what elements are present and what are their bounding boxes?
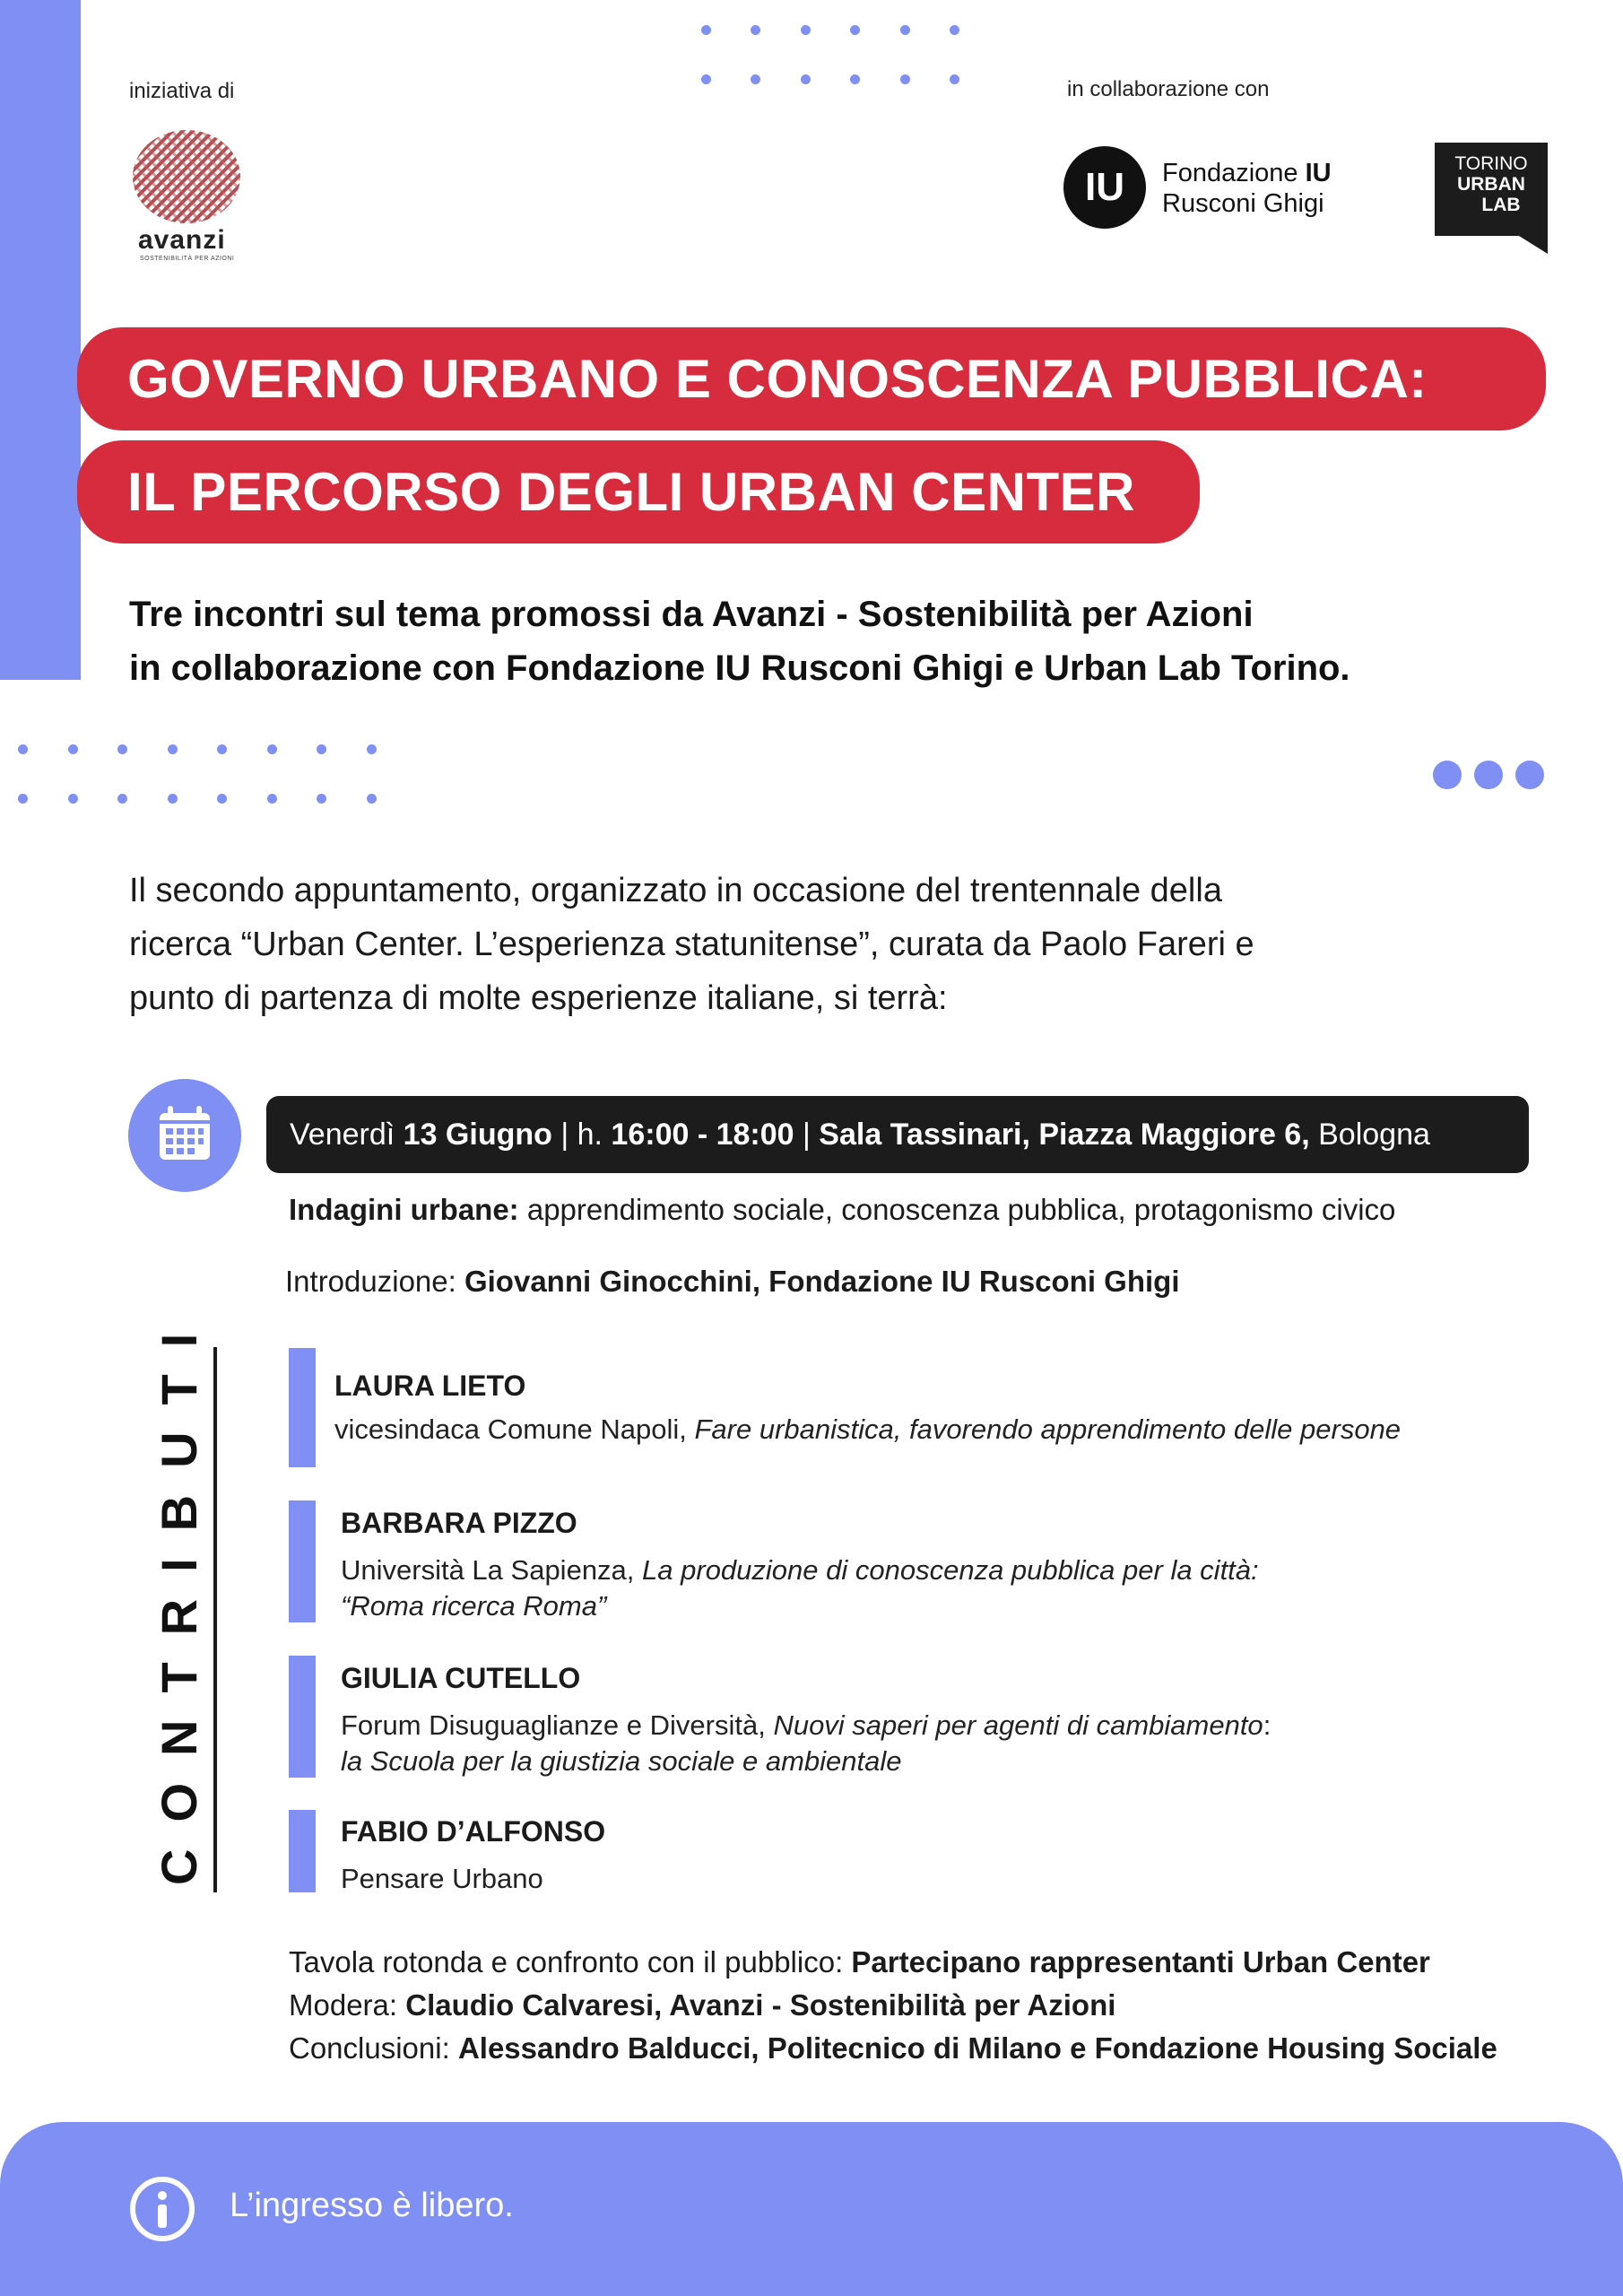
event-sep1: | h. [551,1117,612,1152]
contributions-divider [213,1347,217,1892]
iu-logo-mark-text: IU [1085,165,1124,209]
tul-line1: TORINO [1454,153,1528,174]
speaker-talk-title: Nuovi saperi per agenti di cambiamento [773,1709,1263,1741]
speaker-accent-3 [289,1656,316,1778]
iu-logo-line2: Rusconi Ghigi [1162,189,1324,218]
iu-logo [1063,146,1350,230]
calendar-icon [128,1079,241,1192]
event-city: Bologna [1309,1117,1430,1152]
round-table-label: Tavola rotonda e confronto con il pubblico: [289,1945,852,1979]
closing-block [289,1941,1497,2070]
speaker-accent-2 [289,1500,316,1622]
speaker-desc [341,1552,1259,1588]
tul-line2: URBAN [1457,174,1525,195]
speaker-desc [334,1412,1401,1448]
round-table-value: Partecipano rappresentanti Urban Center [851,1945,1430,1979]
avanzi-logo-tagline: SOSTENIBILITÀ PER AZIONI [140,256,235,262]
moderator-line [289,1984,1497,2027]
speaker-affiliation: Università La Sapienza, [341,1554,643,1586]
speaker-talk-title: La produzione di conoscenza pubblica per la città: [642,1554,1259,1586]
conclusions-label: Conclusioni: [289,2031,458,2065]
conclusions-line [289,2027,1497,2070]
speaker-affiliation: vicesindaca Comune Napoli, [334,1413,695,1445]
avanzi-logo-name: avanzi [138,225,226,255]
topic-label: Indagini urbane: [289,1193,519,1226]
intro-paragraph [129,864,1254,1025]
title-line2 [77,440,1200,544]
moderator-label: Modera: [289,1988,406,2022]
title-line1-text: GOVERNO URBANO E CONOSCENZA PUBBLICA: [127,349,1428,409]
moderator-value: Claudio Calvaresi, Avanzi - Sostenibilità per Azioni [405,1988,1116,2022]
event-time: 16:00 - 18:00 [611,1117,794,1152]
topic-line [289,1193,1395,1227]
introduction-label: Introduzione: [285,1265,464,1298]
conclusions-value: Alessandro Balducci, Politecnico di Milano e Fondazione Housing Sociale [457,2031,1497,2065]
speaker-2 [341,1507,1259,1624]
event-date-bar [266,1096,1529,1173]
lead-text [129,587,1350,695]
speaker-3 [341,1662,1271,1779]
speaker-4 [341,1815,605,1897]
event-venue: Sala Tassinari, Piazza Maggiore 6, [819,1117,1310,1152]
introduction-speaker: Giovanni Ginocchini, Fondazione IU Rusconi Ghigi [464,1265,1180,1298]
collab-label: in collaborazione con [1067,77,1270,101]
intro-line2: ricerca “Urban Center. L’esperienza statunitense”, curata da Paolo Fareri e [129,926,1254,963]
lead-line1: Tre incontri sul tema promossi da Avanzi - Sostenibilità per Azioni [129,595,1254,634]
speaker-name: GIULIA CUTELLO [341,1662,581,1694]
left-dot-grid [0,735,404,825]
footer-text: L’ingresso è libero. [230,2187,514,2224]
intro-line3: punto di partenza di molte esperienze italiane, si terrà: [129,979,948,1017]
speaker-talk-title-suffix: : [1263,1709,1271,1741]
speaker-name: FABIO D’ALFONSO [341,1815,606,1848]
speaker-name: LAURA LIETO [334,1370,526,1402]
iu-logo-line1-a: Fondazione [1162,159,1306,187]
speaker-accent-4 [289,1810,316,1892]
title-line1 [77,327,1546,430]
speaker-desc [341,1708,1271,1744]
event-sep2: | [794,1117,820,1152]
footer-band [0,2122,1623,2296]
lead-line2: in collaborazione con Fondazione IU Rusconi Ghigi e Urban Lab Torino. [129,648,1350,688]
event-date: 13 Giugno [403,1117,552,1152]
right-dots [1433,761,1549,791]
torino-urban-lab-logo [1435,143,1548,256]
contributions-label: CONTRIBUTI [151,1306,207,1885]
iu-logo-mark [1063,146,1146,229]
speaker-desc: Pensare Urbano [341,1863,543,1894]
topic-text: apprendimento sociale, conoscenza pubblica, protagonismo civico [518,1193,1396,1226]
avanzi-logo [129,121,246,265]
round-table-line [289,1941,1497,1984]
speaker-name: BARBARA PIZZO [341,1507,577,1539]
avanzi-logo-mark [129,121,246,238]
event-day: Venerdì [290,1117,404,1152]
speaker-talk-title: Fare urbanistica, favorendo apprendimento delle persone [694,1413,1402,1445]
tul-line3: LAB [1481,195,1521,215]
speaker-affiliation: Forum Disuguaglianze e Diversità, [341,1709,774,1741]
speaker-talk-title-2: “Roma ricerca Roma” [341,1590,607,1622]
info-icon [129,2176,195,2242]
iu-logo-line1-b: IU [1305,159,1332,187]
title-line2-text: IL PERCORSO DEGLI URBAN CENTER [127,462,1135,522]
iu-logo-line1 [1162,159,1332,188]
speaker-accent-1 [289,1348,316,1467]
introduction-line [285,1265,1180,1299]
speaker-talk-title-2: la Scuola per la giustizia sociale e ambientale [341,1745,902,1777]
speaker-1 [334,1370,1401,1448]
top-dot-grid [0,0,1623,90]
torino-urban-lab-text [1435,153,1548,215]
left-accent-bar [0,0,81,680]
initiative-label: iniziativa di [129,79,235,103]
intro-line1: Il secondo appuntamento, organizzato in occasione del trentennale della [129,872,1222,909]
